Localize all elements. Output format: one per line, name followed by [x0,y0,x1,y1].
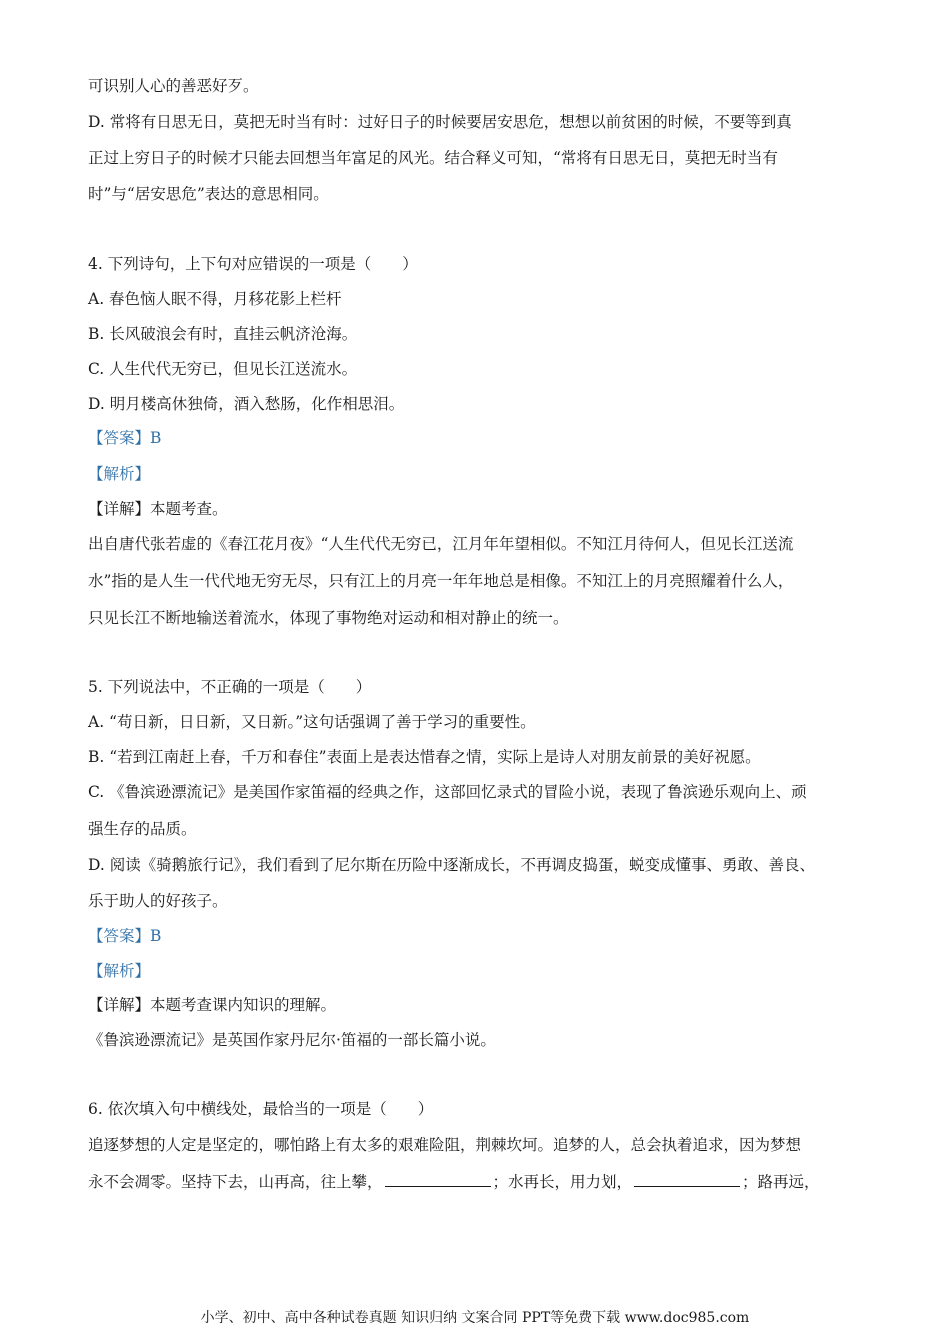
q5-explanation: 《鲁滨逊漂流记》是英国作家丹尼尔·笛福的一部长篇小说。 [88,1031,496,1049]
q4-option-b: B. 长风破浪会有时，直挂云帆济沧海。 [88,325,358,343]
q5-detail: 【详解】本题考查课内知识的理解。 [88,996,337,1014]
fill-blank-2 [634,1172,740,1187]
paragraph-line: 正过上穷日子的时候才只能去回想当年富足的风光。结合释义可知，“常将有日思无日，莫把无时当有 [88,149,778,167]
fill-blank-1 [385,1172,491,1187]
option-d-explanation: D. 常将有日思无日，莫把无时当有时：过好日子的时候要居安思危，想想以前贫困的时候，不要等到真 [88,113,792,131]
q6-passage: 追逐梦想的人定是坚定的，哪怕路上有太多的艰难险阻，荆棘坎坷。追梦的人，总会执着追求，因为梦想 [88,1136,802,1154]
q6-passage-part: ；路再远， [742,1173,820,1191]
q4-analysis-heading: 【解析】 [88,465,151,483]
q5-analysis-heading: 【解析】 [88,962,151,980]
q4-option-c: C. 人生代代无穷已，但见长江送流水。 [88,360,358,378]
q5-option-b: B. “若到江南赶上春，千万和春住”表面上是表达惜春之情，实际上是诗人对朋友前景的美好祝愿。 [88,748,761,766]
question-5: 5. 下列说法中，不正确的一项是（ ） [88,678,372,696]
q5-option-c: 强生存的品质。 [88,820,197,838]
q4-answer: 【答案】B [88,429,162,447]
paragraph-line: 时”与“居安思危”表达的意思相同。 [88,185,329,203]
q4-explanation: 只见长江不断地输送着流水，体现了事物绝对运动和相对静止的统一。 [88,609,569,627]
page-footer: 小学、初中、高中各种试卷真题 知识归纳 文案合同 PPT等免费下载 www.doc985.com [200,1310,750,1326]
paragraph-line: 可识别人心的善恶好歹。 [88,77,259,95]
q4-option-a: A. 春色恼人眠不得，月移花影上栏杆 [88,290,342,308]
q5-option-d: 乐于助人的好孩子。 [88,892,228,910]
q4-option-d: D. 明月楼高休独倚，酒入愁肠，化作相思泪。 [88,395,405,413]
question-6: 6. 依次填入句中横线处，最恰当的一项是（ ） [88,1100,434,1118]
q4-explanation: 水”指的是人生一代代地无穷无尽，只有江上的月亮一年年地总是相像。不知江上的月亮照耀着什么人， [88,572,794,590]
q4-explanation: 出自唐代张若虚的《春江花月夜》“人生代代无穷已，江月年年望相似。不知江月待何人，但见长江送流 [88,535,794,553]
q6-passage [88,1172,820,1192]
q6-passage-part: 永不会凋零。坚持下去，山再高，往上攀， [88,1173,383,1191]
q5-option-d: D. 阅读《骑鹅旅行记》，我们看到了尼尔斯在历险中逐渐成长，不再调皮捣蛋，蜕变成懂事、勇敢、善良、 [88,856,815,874]
q6-passage-part: ；水再长，用力划， [492,1173,633,1191]
q5-option-c: C. 《鲁滨逊漂流记》是美国作家笛福的经典之作，这部回忆录式的冒险小说，表现了鲁滨逊乐观向上、顽 [88,783,807,801]
q5-option-a: A. “苟日新，日日新，又日新。”这句话强调了善于学习的重要性。 [88,713,536,731]
question-4: 4. 下列诗句，上下句对应错误的一项是（ ） [88,255,418,273]
q4-detail: 【详解】本题考查。 [88,500,228,518]
q5-answer: 【答案】B [88,927,162,945]
